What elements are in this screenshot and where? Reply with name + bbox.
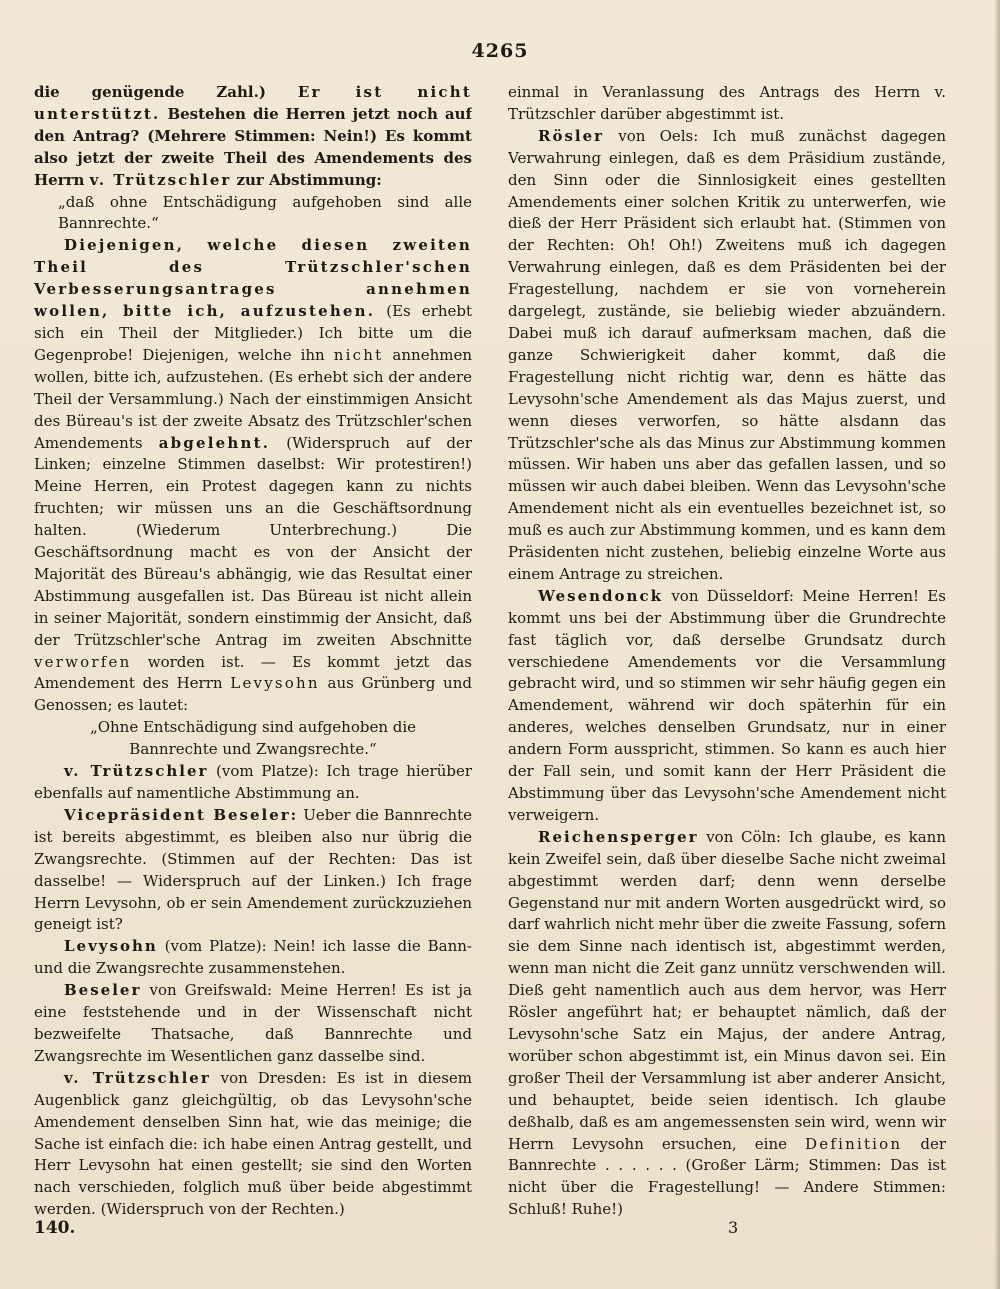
text-run: nicht [333, 345, 384, 364]
paragraph [34, 235, 472, 717]
speaker-name: Wesendonck [538, 586, 663, 605]
speaker-name: v. Trützschler [89, 170, 232, 189]
text-run: „daß ohne Entschädigung aufgehoben sind alle Bannrechte.“ [58, 192, 472, 233]
paragraph [508, 126, 946, 586]
paragraph [34, 761, 472, 805]
speaker-name: Beseler [64, 981, 142, 1000]
speaker-name: Vicepräsident Beseler: [64, 805, 299, 824]
text-run: annehmen wollen, bitte ich, aufzustehen. (Es erhebt sich der andere Theil der Versammlung.) Nach der einstimmigen Ansicht des Büreau's ist der zweite Absatz des Trützschler'schen Amendements [34, 345, 472, 452]
paragraph [34, 1068, 472, 1217]
footer-number: 3 [728, 1218, 739, 1237]
text-run: von Oels: Ich muß zunächst dagegen Verwahrung einlegen, daß es dem Präsidium zustände, den Sinn oder die Sinnlosigkeit eines gestellten Amendements einer solchen Kritik zu unterwerfen, wie dieß der Herr Präsident sich erlaubt hat. (Stimmen von der Rechten: Oh! Oh!) Zweitens muß ich dagegen Verwahrung einlegen, daß es dem Präsidenten bei der Fragestellung, nachdem er sie von vorneherein dargelegt, zustände, sie beliebig wieder abzuändern. Dabei muß ich darauf aufmerksam machen, daß die ganze Schwierigkeit daher kommt, daß die Fragestellung nicht richtig war, denn es hätte das Levysohn'sche Amendement als das Majus zuerst, und wenn dieses verworfen, so hätte alsdann das Trützschler'sche als das Minus zur Abstimmung kommen müssen. Wir haben uns aber das gefallen lassen, und so müssen wir auch dabei bleiben. Wenn das Levysohn'sche Amendement nicht als ein eventuelles bezeichnet ist, so muß es auch zur Abstimmung kommen, und es kann dem Präsidenten nicht zustehen, beliebig einzelne Worte aus einem Antrage zu streichen. [508, 126, 946, 583]
text-run: (Es erhebt sich ein Theil der Mitglieder.) Ich bitte um die Gegenprobe! Diejenigen, welche ihn [34, 302, 472, 364]
speaker-name: Reichensperger [538, 827, 699, 846]
text-run: Diejenigen, welche diesen zweiten Theil des Trützschler'schen Verbesserungsantrages annehmen wollen, bitte ich, aufzustehen. [34, 236, 472, 321]
text-run: der Bannrechte . . . . . . (Großer Lärm; Stimmen: Das ist nicht über die Fragestellung! — Andere Stimmen: Schluß! Ruhe!) [508, 1134, 946, 1217]
text-run: verworfen [34, 652, 132, 671]
text-run: von Greifswald: Meine Herren! Es ist ja eine feststehende und in der Wissenschaft nicht bezweifelte Thatsache, daß Bannrechte und Zwangsrechte im Wesentlichen ganz dasselbe sind. [34, 981, 472, 1065]
quoted-amendment [34, 717, 472, 761]
paragraph [34, 82, 472, 192]
text-run: von Dresden: Es ist in diesem Augenblick ganz gleichgültig, ob das Levysohn'sche Amendement denselben Sinn hat, wie das meinige; die Sache ist einfach die: ich habe einen Antrag gestellt, und Herr Levysohn hat einen gestellt; sie sind den Worten nach verschieden, folglich muß über beide abgestimmt werden. (Widerspruch von der Rechten.) [34, 1068, 472, 1217]
paragraph [34, 980, 472, 1068]
paragraph [508, 82, 946, 126]
text-run: Er ist nicht unterstützt. [34, 83, 472, 123]
page-number: 4265 [471, 40, 529, 62]
speaker-name: v. Trützschler [64, 1068, 211, 1087]
speaker-name: Levysohn [64, 937, 158, 956]
text-run: Levysohn [230, 674, 320, 693]
right-column [508, 82, 946, 1217]
paragraph [508, 827, 946, 1217]
text-run: zur Abstimmung: [231, 170, 382, 189]
text-run: worden ist. — Es kommt jetzt das Amendement des Herrn [34, 652, 472, 693]
text-run: Definition [805, 1134, 903, 1153]
text-run: Bestehen die Herren jetzt noch auf den Antrag? (Mehrere Stimmen: Nein!) Es kommt also jetzt der zweite Theil des Amendements des Herrn [34, 104, 472, 189]
paragraph [508, 586, 946, 827]
left-column [34, 82, 472, 1217]
text-run: abgelehnt. [158, 433, 271, 452]
page-edge-shadow [994, 0, 1000, 1289]
text-run: (vom Platze): Nein! ich lasse die Bann- und die Zwangsrechte zusammenstehen. [34, 937, 472, 978]
text-run: (Widerspruch auf der Linken; einzelne Stimmen daselbst: Wir protestiren!) Meine Herren, ein Protest dagegen kann zu nichts fruchten; wir müssen uns an die Geschäftsordnung halten. (Wiederum Unterbrechung.) Die Geschäftsordnung macht es von der Ansicht der Majorität des Büreau's abhängig, wie das Resultat einer Abstimmung ausgefallen ist. Das Büreau ist nicht allein in seiner Majorität, sondern einstimmig der Ansicht, daß der Trützschler'sche Antrag im zweiten Abschnitte [34, 433, 472, 649]
speaker-name: Rösler [538, 126, 605, 145]
text-run: „Ohne Entschädigung sind aufgehoben die Bannrechte und Zwangsrechte.“ [89, 718, 417, 759]
text-run: einmal in Veranlassung des Antrags des Herrn v. Trützschler darüber abgestimmt ist. [508, 83, 946, 123]
paragraph [34, 805, 472, 936]
text-run: Ueber die Bannrechte ist bereits abgestimmt, es bleiben also nur übrig die Zwangsrechte. (Stimmen auf der Rechten: Das ist dasselbe! — Widerspruch auf der Linken.) Ich frage Herrn Levysohn, ob er sein Amendement zurückzuziehen geneigt ist? [34, 805, 472, 934]
text-run: (vom Platze): Ich trage hierüber ebenfalls auf namentliche Abstimmung an. [34, 762, 472, 802]
text-run: aus Grünberg und Genossen; es lautet: [34, 674, 472, 715]
text-run: von Düsseldorf: Meine Herren! Es kommt uns bei der Abstimmung über die Grundrechte fast täglich vor, daß derselbe Grundsatz durch verschiedene Amendements vor die Versammlung gebracht wird, und so stimmen wir sehr häufig gegen ein Amendement, während wir doch späterhin für ein anderes, welches denselben Grundsatz, nur in einer andern Form ausspricht, stimmen. So kann es auch hier der Fall sein, und somit kann der Herr Präsident die Abstimmung über das Levysohn'sche Amendement nicht verweigern. [508, 586, 946, 824]
text-run: die genügende Zahl.) [34, 83, 298, 101]
text-run: von Cöln: Ich glaube, es kann kein Zweifel sein, daß über dieselbe Sache nicht zweimal abgestimmt werden darf; denn wenn derselbe Gegenstand nur mit andern Worten ausgedrückt wird, so darf wahrlich nicht mehr über die zweite Fassung, sofern sie dem Sinne nach identisch ist, abgestimmt werden, wenn man nicht die Zeit ganz unnütz verschwenden will. Dieß geht namentlich auch aus dem hervor, was Herr Rösler angeführt hat; er behauptet nämlich, daß der Levysohn'sche Satz ein Majus, der andere Antrag, worüber schon abgestimmt ist, ein Minus davon sei. Ein großer Theil der Versammlung ist aber anderer Ansicht, und behauptet, beide seien identisch. Ich glaube deßhalb, daß es am angemessensten sein wird, wenn wir Herrn Levysohn ersuchen, eine [508, 827, 946, 1153]
paragraph [34, 936, 472, 980]
sheet-signature: 140. [34, 1218, 76, 1238]
speaker-name: v. Trützschler [64, 762, 209, 781]
quoted-amendment [34, 192, 472, 236]
